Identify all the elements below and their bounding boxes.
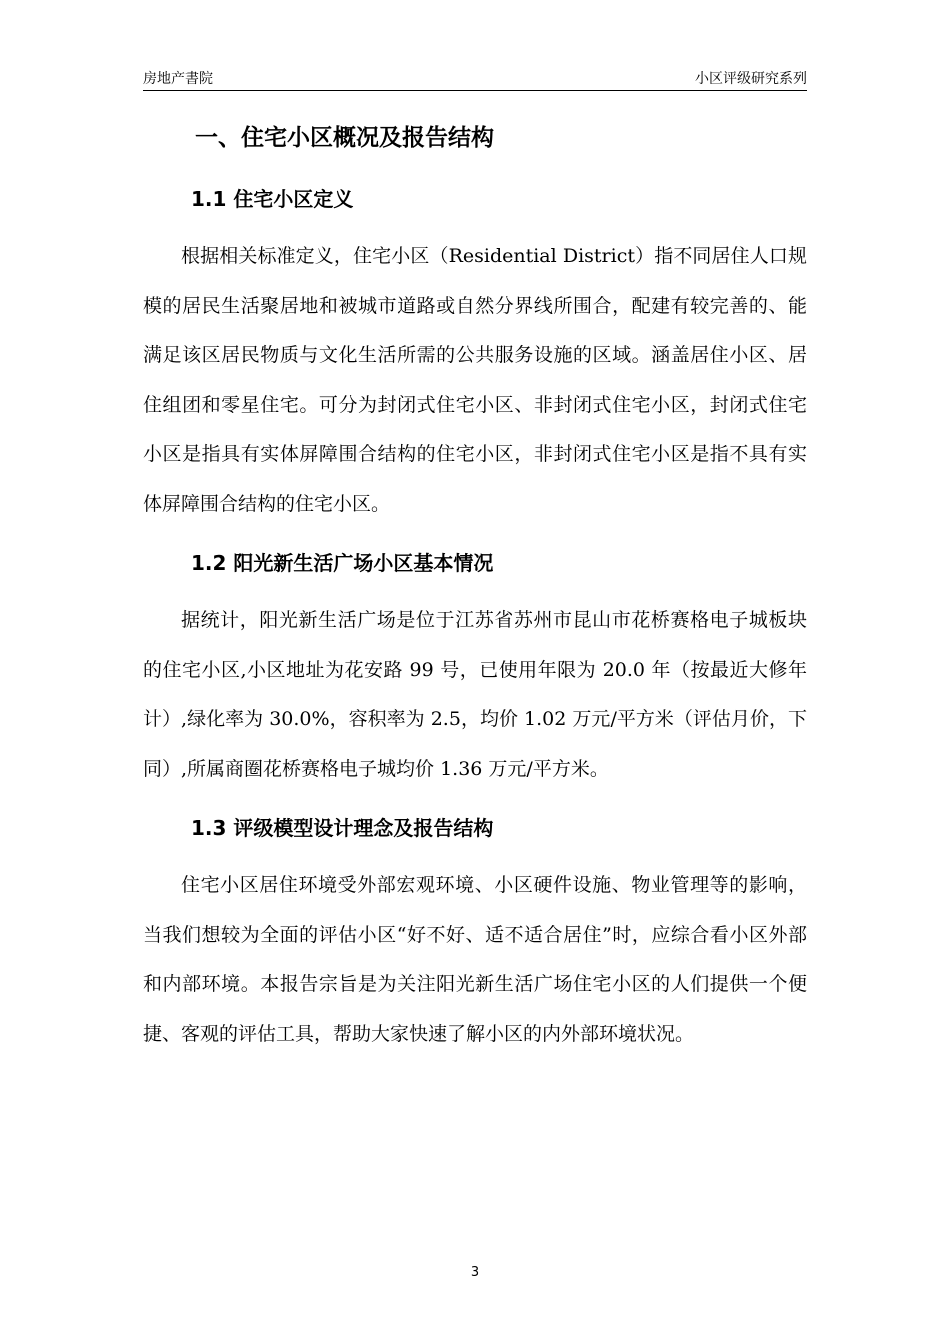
header-right-text: 小区评级研究系列 xyxy=(695,71,807,87)
section-paragraph-1-3: 住宅小区居住环境受外部宏观环境、小区硬件设施、物业管理等的影响，当我们想较为全面的评估小区“好不好、适不适合居住”时，应综合看小区外部和内部环境。本报告宗旨是为关注阳光新生活广场住宅小区的人们提供一个便捷、客观的评估工具，帮助大家快速了解小区的内外部环境状况。 xyxy=(143,874,807,1045)
document-body xyxy=(143,118,807,1059)
section-heading-1-2: 1.2 阳光新生活广场小区基本情况 xyxy=(191,551,494,575)
section-paragraph-1-2: 据统计，阳光新生活广场是位于江苏省苏州市昆山市花桥赛格电子城板块的住宅小区,小区地址为花安路 99 号，已使用年限为 20.0 年（按最近大修年计）,绿化率为 30.0%，容积率为 2.5，均价 1.02 万元/平方米（评估月价，下同）,所属商圈花桥赛格电子城均价 1.36 万元/平方米。 xyxy=(143,609,807,780)
section-paragraph-1-1: 根据相关标准定义，住宅小区（Residential District）指不同居住人口规模的居民生活聚居地和被城市道路或自然分界线所围合，配建有较完善的、能满足该区居民物质与文化生活所需的公共服务设施的区域。涵盖居住小区、居住组团和零星住宅。可分为封闭式住宅小区、非封闭式住宅小区，封闭式住宅小区是指具有实体屏障围合结构的住宅小区，非封闭式住宅小区是指不具有实体屏障围合结构的住宅小区。 xyxy=(143,245,807,515)
page-number: 3 xyxy=(470,1265,480,1280)
section-heading-1-3: 1.3 评级模型设计理念及报告结构 xyxy=(191,816,494,840)
chapter-title: 一、住宅小区概况及报告结构 xyxy=(195,125,494,151)
header-left-text: 房地产書院 xyxy=(143,71,213,87)
page-header xyxy=(143,64,807,91)
section-heading-1-1: 1.1 住宅小区定义 xyxy=(191,187,354,211)
